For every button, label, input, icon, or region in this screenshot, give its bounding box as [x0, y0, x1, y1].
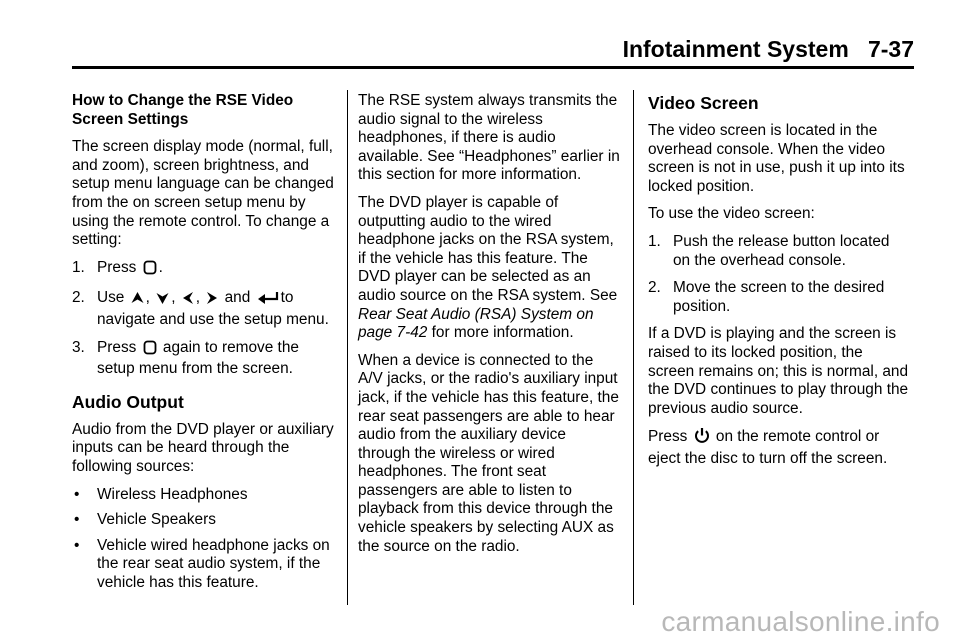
- audio-output-heading: Audio Output: [72, 391, 184, 412]
- paragraph: When a device is connected to the A/V jacks, or the radio's auxiliary input jack, if the vehicle has this feature, the rear seat passengers are able to hear audio from the auxiliary device through the wireless or wired headphones. The front seat passengers are able to listen to playback from this device through the vehicle speakers by selecting AUX as the source on the radio.: [358, 351, 619, 555]
- column-divider-2: [633, 90, 634, 605]
- step-text: and: [224, 289, 251, 307]
- column-divider-1: [347, 90, 348, 605]
- step-text: Move the screen to the desired position.: [673, 279, 885, 315]
- step-text: Use: [97, 289, 125, 307]
- step-2: [648, 279, 910, 316]
- bullet-icon: •: [74, 485, 80, 503]
- step-number: 1.: [648, 232, 661, 250]
- list-item-text: Vehicle wired headphone jacks on the rear seat audio system, if the vehicle has this feature.: [97, 536, 330, 591]
- step-number: 1.: [72, 258, 85, 276]
- rse-settings-intro: The screen display mode (normal, full, and zoom), screen brightness, and setup menu language can be changed from the on screen setup menu by using the remote control. To change a setting:: [72, 138, 334, 249]
- list-item-text: Vehicle Speakers: [97, 511, 216, 529]
- paragraph: To use the video screen:: [648, 205, 815, 223]
- step-text: Press: [97, 258, 137, 276]
- column-1: [72, 92, 334, 599]
- paragraph-text: on the remote control or eject the disc to turn off the screen.: [648, 428, 888, 467]
- arrow-right-icon: [206, 291, 218, 311]
- paragraph-text: The DVD player is capable of outputting audio to the wired headphone jacks on the RSA system, if the vehicle has this feature. The DVD player can be selected as an audio source on the RSA system. See: [358, 193, 618, 304]
- video-screen-heading: Video Screen: [648, 93, 759, 113]
- paragraph: The video screen is located in the overhead console. When the video screen is not in use, push it up into its locked position.: [648, 122, 905, 195]
- step-3: [72, 339, 334, 379]
- header-title: Infotainment System 7-37: [622, 36, 914, 62]
- step-1: [72, 259, 334, 281]
- paragraph: [648, 427, 910, 468]
- arrow-left-icon: [182, 291, 194, 311]
- step-2: [72, 289, 334, 329]
- step-text-end: .: [158, 258, 163, 276]
- separator: ,: [171, 289, 176, 307]
- list-item-text: Wireless Headphones: [97, 485, 248, 503]
- step-number: 2.: [72, 289, 85, 307]
- cross-reference-link[interactable]: Rear Seat Audio (RSA) System on page 7-42: [358, 305, 594, 342]
- bullet-icon: •: [74, 511, 80, 529]
- column-2: [358, 92, 620, 565]
- separator: ,: [195, 289, 201, 307]
- step-text: Press: [97, 338, 137, 356]
- column-3: [648, 92, 910, 478]
- paragraph-text: for more information.: [431, 324, 574, 342]
- step-1: [648, 233, 910, 270]
- step-text: to: [280, 289, 294, 307]
- watermark: carmanualsonline.info: [661, 606, 940, 637]
- list-item: [72, 537, 334, 593]
- step-number: 2.: [648, 279, 661, 297]
- menu-icon: [143, 340, 157, 361]
- enter-icon: [257, 291, 279, 311]
- step-text-rest: navigate and use the setup menu.: [97, 310, 329, 328]
- separator: ,: [145, 289, 150, 307]
- rse-settings-subheading: How to Change the RSE Video Screen Settings: [72, 92, 294, 128]
- paragraph-text: Press: [648, 428, 688, 446]
- bullet-icon: •: [74, 536, 80, 554]
- list-item: [72, 511, 334, 530]
- menu-icon: [143, 260, 157, 281]
- paragraph: The RSE system always transmits the audio signal to the wireless headphones, if there is audio available. See “Headphones” earlier in this section for more information.: [358, 92, 620, 184]
- paragraph: If a DVD is playing and the screen is raised to its locked position, the screen remains on; this is normal, and the DVD continues to play through the previous audio source.: [648, 325, 909, 417]
- page-header: [72, 30, 914, 69]
- arrow-up-icon: [131, 291, 144, 311]
- arrow-down-icon: [156, 291, 169, 311]
- step-number: 3.: [72, 338, 85, 356]
- audio-output-intro: Audio from the DVD player or auxiliary inputs can be heard through the following sources:: [72, 420, 334, 475]
- paragraph: [358, 194, 620, 343]
- list-item: [72, 486, 334, 505]
- step-text: Push the release button located on the overhead console.: [673, 232, 890, 269]
- power-icon: [694, 427, 710, 450]
- step-text-end: again to remove the setup menu from the screen.: [97, 338, 299, 378]
